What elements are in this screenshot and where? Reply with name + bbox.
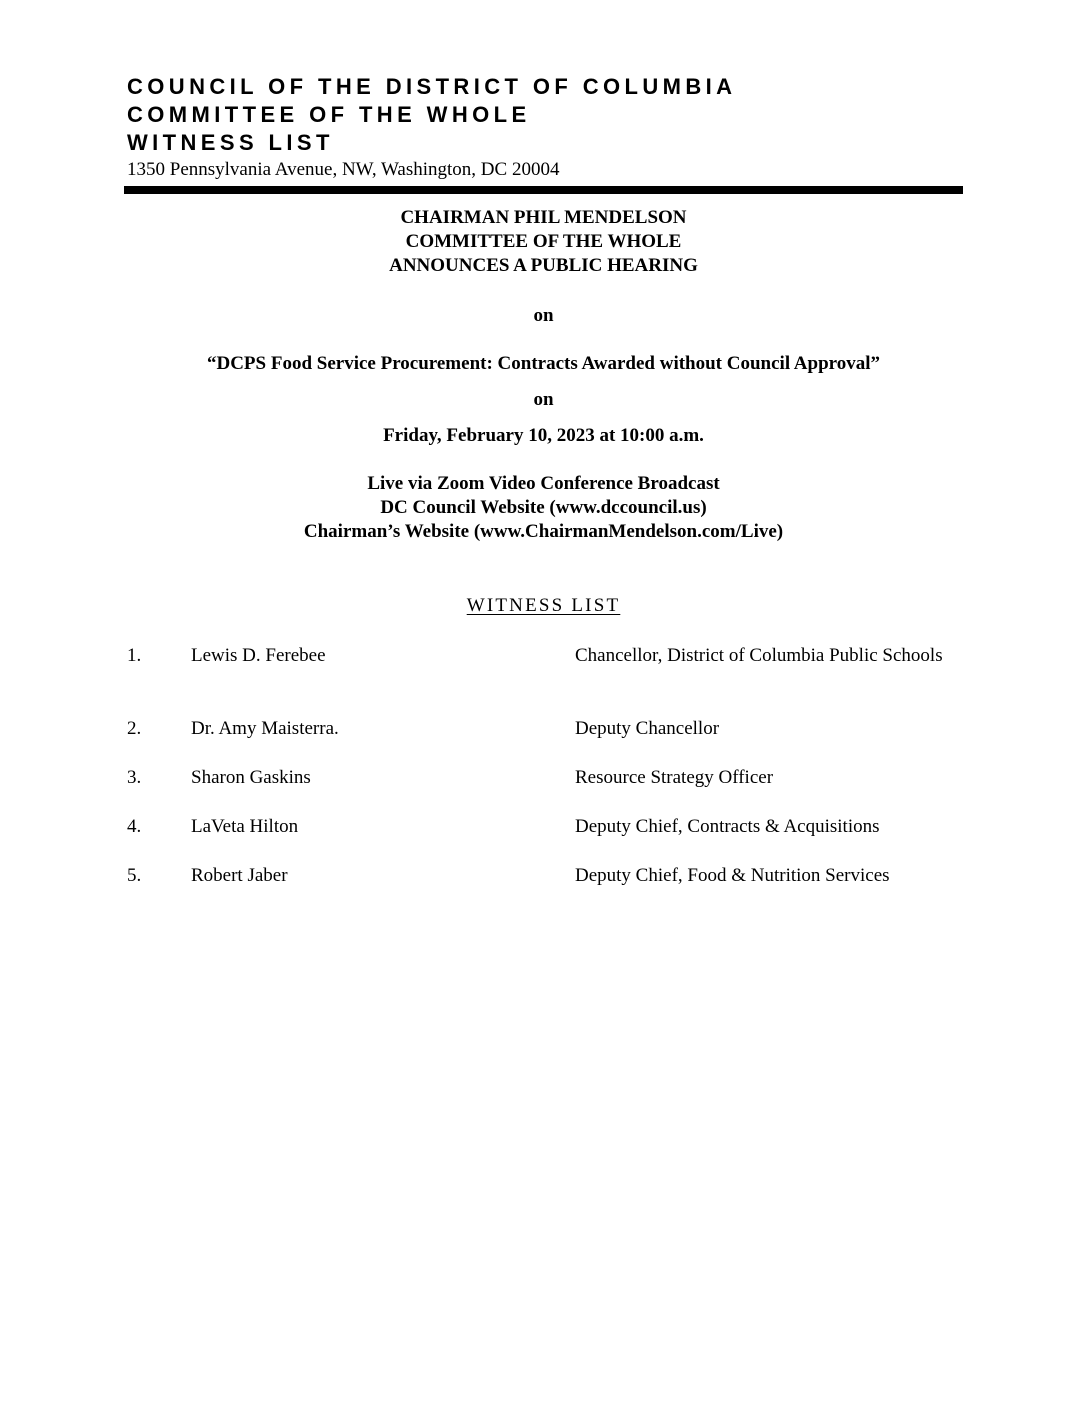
council-website: DC Council Website (www.dccouncil.us) (380, 497, 707, 518)
broadcast-info: Live via Zoom Video Conference Broadcast (367, 473, 720, 494)
hearing-announcement: ANNOUNCES A PUBLIC HEARING (389, 255, 698, 276)
witness-title: Deputy Chief, Food & Nutrition Services (575, 865, 890, 886)
on-connector: on (533, 305, 554, 326)
witness-number: 5. (127, 865, 142, 886)
council-name: COUNCIL OF THE DISTRICT OF COLUMBIA (127, 74, 737, 99)
witness-list-heading-text: WITNESS LIST (466, 595, 621, 616)
witness-number: 2. (127, 718, 142, 739)
on-connector: on (533, 389, 554, 410)
witness-name: Lewis D. Ferebee (191, 645, 326, 666)
witness-name: LaVeta Hilton (191, 816, 299, 837)
council-address: 1350 Pennsylvania Avenue, NW, Washington, DC 20004 (127, 159, 560, 180)
witness-name: Sharon Gaskins (191, 767, 311, 788)
hearing-date: Friday, February 10, 2023 at 10:00 a.m. (383, 425, 704, 446)
announcing-committee: COMMITTEE OF THE WHOLE (405, 231, 682, 252)
witness-number: 3. (127, 767, 142, 788)
document-type: WITNESS LIST (127, 130, 334, 155)
witness-title: Deputy Chief, Contracts & Acquisitions (575, 816, 880, 837)
witness-title: Resource Strategy Officer (575, 767, 774, 788)
witness-title: Deputy Chancellor (575, 718, 720, 739)
witness-title: Chancellor, District of Columbia Public Schools (575, 645, 943, 666)
hearing-title: “DCPS Food Service Procurement: Contracts Awarded without Council Approval” (206, 353, 881, 374)
header-divider (124, 186, 963, 194)
witness-list-heading (124, 594, 963, 618)
witness-name: Robert Jaber (191, 865, 288, 886)
witness-name: Dr. Amy Maisterra. (191, 718, 339, 739)
witness-number: 4. (127, 816, 142, 837)
chairman-website: Chairman’s Website (www.ChairmanMendelson.com/Live) (303, 521, 784, 542)
committee-name: COMMITTEE OF THE WHOLE (127, 102, 531, 127)
chairman-name: CHAIRMAN PHIL MENDELSON (400, 207, 687, 228)
witness-number: 1. (127, 645, 142, 666)
